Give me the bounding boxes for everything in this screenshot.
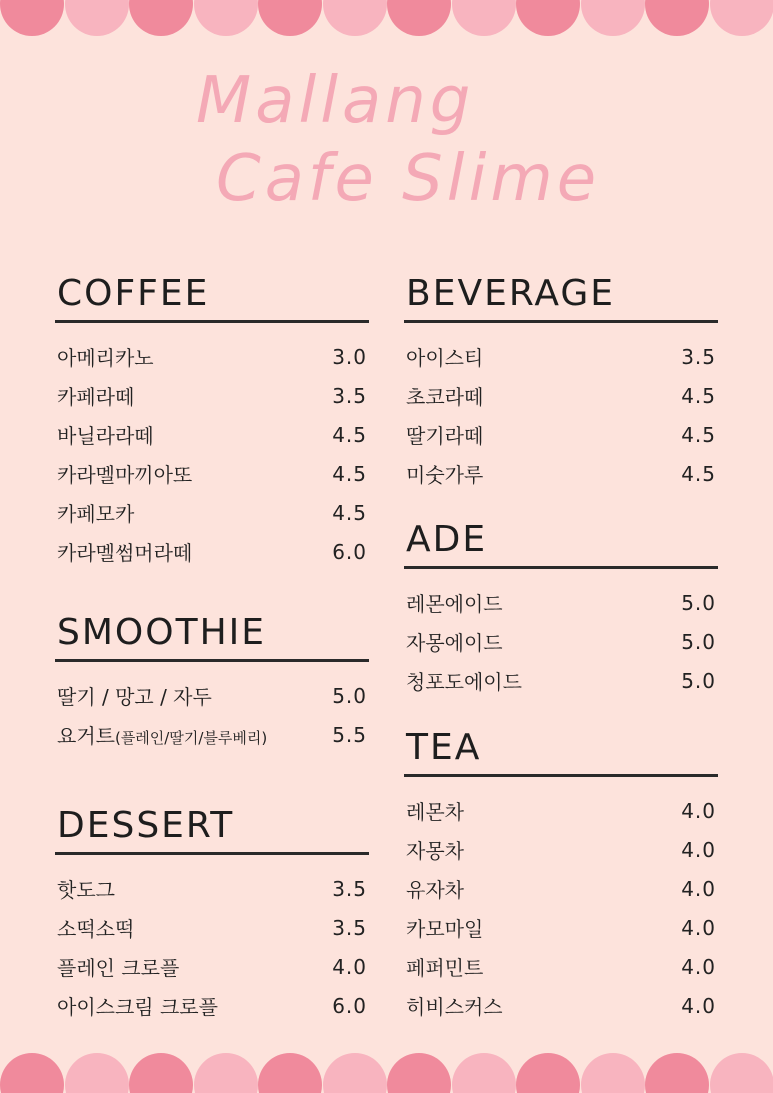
item-name: 자몽차 [406,839,464,863]
item-name: 유자차 [406,878,464,902]
item-price: 3.5 [332,876,367,901]
scallop-circle [258,1053,322,1093]
item-name: 딸기라떼 [406,424,484,448]
scallop-circle [581,0,645,36]
section-divider [404,774,718,777]
item-price: 4.0 [681,915,716,940]
scallop-circle [452,0,516,36]
cafe-logo [180,60,600,220]
item-price: 4.5 [332,422,367,447]
item-name [57,720,267,749]
menu-item [55,532,369,571]
coffee-items [55,337,369,571]
item-name-main: 요거트 [57,724,115,748]
section-title-beverage: BEVERAGE [406,273,616,314]
beverage-section [404,272,718,493]
scallop-circle [452,1053,516,1093]
menu-item [55,869,369,908]
scallop-circle [323,0,387,36]
item-name: 미숫가루 [406,463,484,487]
item-price: 3.5 [681,344,716,369]
item-name: 카페라떼 [57,385,135,409]
menu-item [404,622,718,661]
scallop-circle [387,1053,451,1093]
item-price: 4.0 [681,798,716,823]
menu-item [404,791,718,830]
menu-item [404,908,718,947]
item-price: 4.0 [332,954,367,979]
scallop-circle [710,1053,773,1093]
section-divider [55,659,369,662]
item-price: 4.5 [681,461,716,486]
scallop-circle [581,1053,645,1093]
section-title-smoothie: SMOOTHIE [57,612,267,653]
scallop-circle [129,1053,193,1093]
scallop-circle [0,1053,64,1093]
item-name: 아이스티 [406,346,484,370]
menu-item [404,454,718,493]
item-price: 5.0 [681,629,716,654]
section-divider [404,566,718,569]
menu-item [55,415,369,454]
item-price: 4.5 [681,422,716,447]
scallop-circle [323,1053,387,1093]
section-title-tea: TEA [406,727,482,768]
menu-item [404,337,718,376]
menu-item [404,869,718,908]
item-price: 4.5 [681,383,716,408]
section-title-dessert: DESSERT [57,805,235,846]
item-price: 5.5 [332,722,367,747]
item-name: 핫도그 [57,878,115,902]
item-name: 아메리카노 [57,346,154,370]
scallop-circle [194,0,258,36]
item-price: 5.0 [681,590,716,615]
ade-section [404,518,718,700]
menu-item [404,947,718,986]
top-scallop-border [0,0,773,40]
item-price: 5.0 [332,683,367,708]
item-name: 바닐라라떼 [57,424,154,448]
item-price: 4.0 [681,876,716,901]
item-name: 히비스커스 [406,995,503,1019]
scallop-circle [387,0,451,36]
item-name: 초코라떼 [406,385,484,409]
menu-item [55,493,369,532]
logo-line-2: Cafe Slime [216,142,601,216]
menu-item [404,376,718,415]
scallop-circle [65,0,129,36]
menu-item [55,986,369,1025]
section-divider [55,852,369,855]
item-name: 카페모카 [57,502,135,526]
scallop-circle [194,1053,258,1093]
item-name: 레몬차 [406,800,464,824]
scallop-circle [516,1053,580,1093]
item-price: 4.0 [681,993,716,1018]
menu-item [55,908,369,947]
item-name: 자몽에이드 [406,631,503,655]
tea-section [404,726,718,1025]
coffee-section [55,272,369,571]
item-price: 6.0 [332,993,367,1018]
item-name: 소떡소떡 [57,917,135,941]
section-title-ade: ADE [406,519,488,560]
scallop-circle [129,0,193,36]
item-price: 3.0 [332,344,367,369]
scallop-circle [0,0,64,36]
item-price: 4.5 [332,500,367,525]
item-name: 딸기 / 망고 / 자두 [57,685,212,709]
section-divider [404,320,718,323]
item-name: 카라멜마끼아또 [57,463,193,487]
item-name: 레몬에이드 [406,592,503,616]
scallop-circle [710,0,773,36]
item-note: (플레인/딸기/블루베리) [114,729,268,747]
scallop-circle [645,1053,709,1093]
menu-item [404,986,718,1025]
section-divider [55,320,369,323]
menu-item [404,415,718,454]
section-title-coffee: COFFEE [57,273,210,314]
logo-line-1: Mallang [196,64,475,138]
menu-item [55,337,369,376]
dessert-section [55,804,369,1025]
item-price: 6.0 [332,539,367,564]
smoothie-section [55,611,369,754]
item-price: 5.0 [681,668,716,693]
scallop-circle [516,0,580,36]
scallop-circle [65,1053,129,1093]
bottom-scallop-border [0,1053,773,1093]
item-name: 페퍼민트 [406,956,484,980]
item-name: 플레인 크로플 [57,956,180,980]
menu-item [55,715,369,754]
item-price: 3.5 [332,383,367,408]
menu-item [404,583,718,622]
menu-item [404,661,718,700]
item-name: 청포도에이드 [406,670,522,694]
item-price: 4.0 [681,954,716,979]
item-price: 4.5 [332,461,367,486]
menu-item [55,376,369,415]
scallop-circle [258,0,322,36]
menu-item [55,947,369,986]
menu-item [55,676,369,715]
scallop-circle [645,0,709,36]
menu-item [404,830,718,869]
item-price: 3.5 [332,915,367,940]
item-name: 아이스크림 크로플 [57,995,218,1019]
item-name: 카모마일 [406,917,484,941]
item-price: 4.0 [681,837,716,862]
menu-item [55,454,369,493]
item-name: 카라멜썸머라떼 [57,541,193,565]
